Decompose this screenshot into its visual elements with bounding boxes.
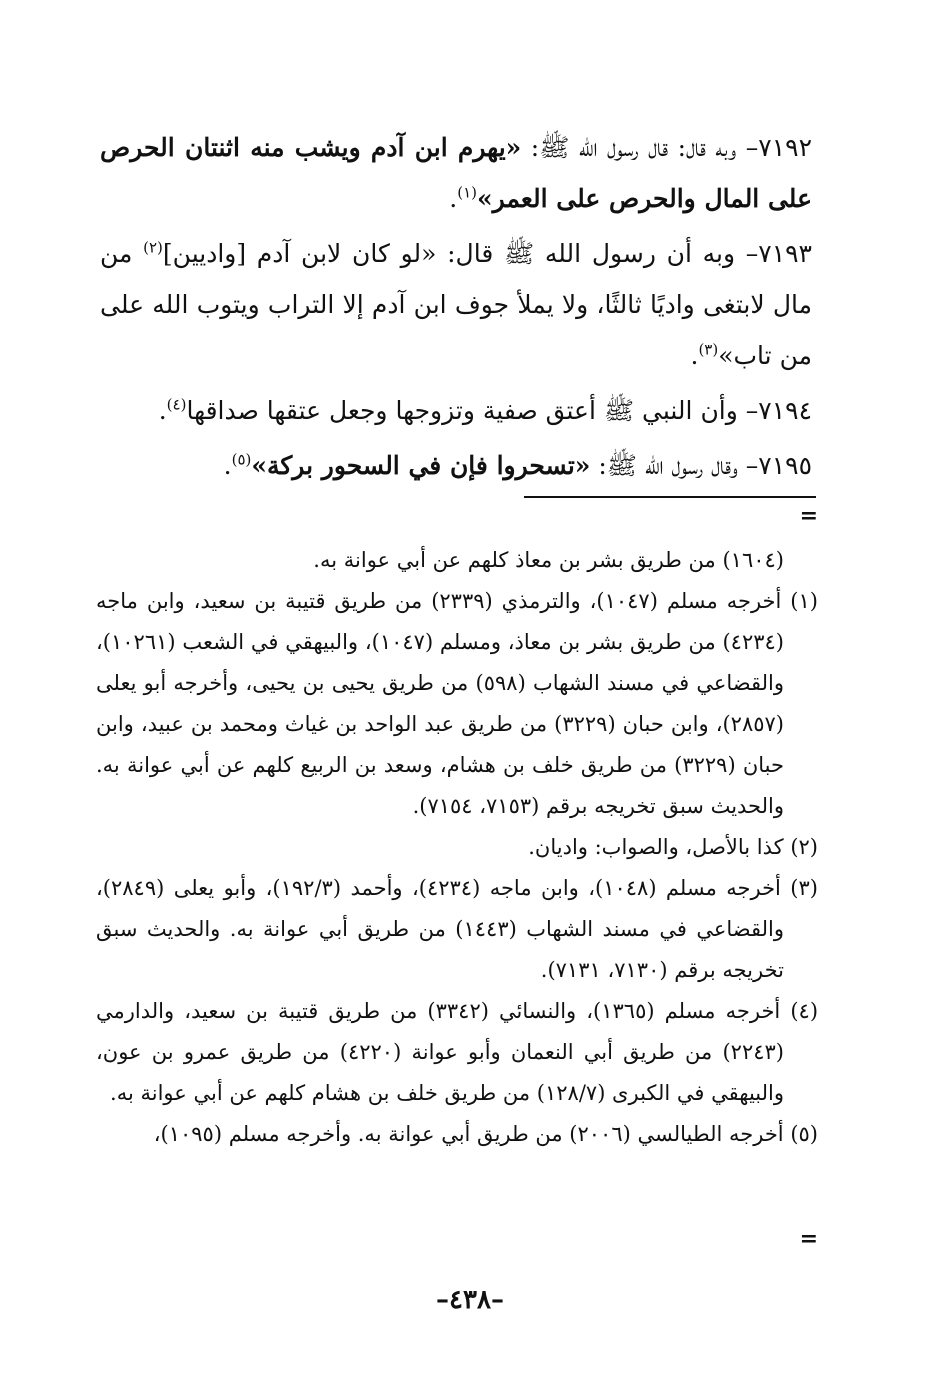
hadith-7194 [100, 385, 812, 436]
footnote-separator-rule [524, 496, 816, 498]
hadith-number: ٧١٩٢ [758, 133, 812, 162]
continuation-mark-bottom: = [799, 1226, 818, 1252]
hadith-intro: – وبه قال: قال رسول الله ﷺ: [521, 133, 759, 162]
hadith-end: . [690, 341, 699, 370]
footnote-4: (٤) أخرجه مسلم (١٣٦٥)، والنسائي (٣٣٤٢) من طريق قتيبة بن سعيد، والدارمي (٢٢٤٣) من طريق أبي النعمان وأبو عوانة (٤٢٢٠) من طريق عمرو بن عون، والبيهقي في الكبرى (١٢٨/٧) من طريق خلف بن هشام كلهم عن أبي عوانة به. [96, 999, 819, 1105]
footnote-2: (٢) كذا بالأصل، والصواب: واديان. [528, 835, 818, 859]
hadith-number: ٧١٩٥ [758, 451, 812, 480]
footnote-1: (١) أخرجه مسلم (١٠٤٧)، والترمذي (٢٣٣٩) من طريق قتيبة بن سعيد، وابن ماجه (٤٢٣٤) من طريق بشر بن معاذ، ومسلم (١٠٤٧)، والبيهقي في الشعب (١٠٢٦١)، والقضاعي في مسند الشهاب (٥٩٨) من طريق يحيى بن يحيى، وأخرجه أبو يعلى (٢٨٥٧)، وابن حبان (٣٢٢٩) من طريق عبد الواحد بن غياث ومحمد بن عبيد، وابن حبان (٣٢٢٩) من طريق خلف بن هشام، وسعد بن الربيع كلهم عن أبي عوانة به. والحديث سبق تخريجه برقم (٧١٥٣، ٧١٥٤). [96, 589, 818, 818]
hadith-end: . [158, 396, 167, 425]
footnote-ref[interactable]: (٢) [143, 238, 163, 257]
hadith-intro: – وأن النبي ﷺ أعتق صفية وتزوجها وجعل عتقها صداقها [186, 396, 759, 425]
continuation-mark-top: = [799, 503, 818, 529]
footnote-ref[interactable]: (١) [457, 183, 478, 202]
hadith-number: ٧١٩٣ [758, 239, 812, 268]
hadith-7192 [100, 122, 812, 224]
hadith-end: . [223, 451, 232, 480]
hadith-7195 [100, 440, 812, 491]
hadith-intro: – وبه أن رسول الله ﷺ قال: [436, 239, 759, 268]
hadith-end: . [449, 184, 458, 213]
hadith-quote: «تسحروا فإن في السحور بركة» [251, 451, 591, 480]
hadith-number: ٧١٩٤ [758, 396, 812, 425]
footnotes-section [96, 540, 818, 1155]
hadith-quote: «لو كان لابن آدم [واديين] [162, 239, 437, 268]
footnote-5: (٥) أخرجه الطيالسي (٢٠٠٦) من طريق أبي عوانة به. وأخرجه مسلم (١٠٩٥)، [153, 1122, 818, 1146]
hadith-intro: – وقال رسول الله ﷺ: [590, 451, 759, 480]
footnote-3: (٣) أخرجه مسلم (١٠٤٨)، وابن ماجه (٤٢٣٤)، وأحمد (١٩٢/٣)، وأبو يعلى (٢٨٤٩)، والقضاعي في مسند الشهاب (١٤٤٣) من طريق أبي عوانة به. والحديث سبق تخريجه برقم (٧١٣٠، ٧١٣١). [96, 876, 818, 982]
main-text [100, 122, 812, 495]
footnote-ref[interactable]: (٤) [166, 395, 187, 414]
footnote-ref[interactable]: (٥) [231, 450, 252, 469]
footnote-continuation: (١٦٠٤) من طريق بشر بن معاذ كلهم عن أبي عوانة به. [313, 548, 784, 572]
hadith-7193 [100, 228, 812, 381]
hadith-quote-rest: من مال لابتغى واديًا ثالثًا، ولا يملأ جوف ابن آدم إلا التراب ويتوب الله على من تاب» [100, 239, 812, 370]
page-number: –٤٣٨– [436, 1285, 504, 1315]
hadith-quote: «يهرم ابن آدم ويشب منه اثنتان الحرص على المال والحرص على العمر» [100, 133, 812, 213]
footnote-ref[interactable]: (٣) [698, 340, 719, 359]
